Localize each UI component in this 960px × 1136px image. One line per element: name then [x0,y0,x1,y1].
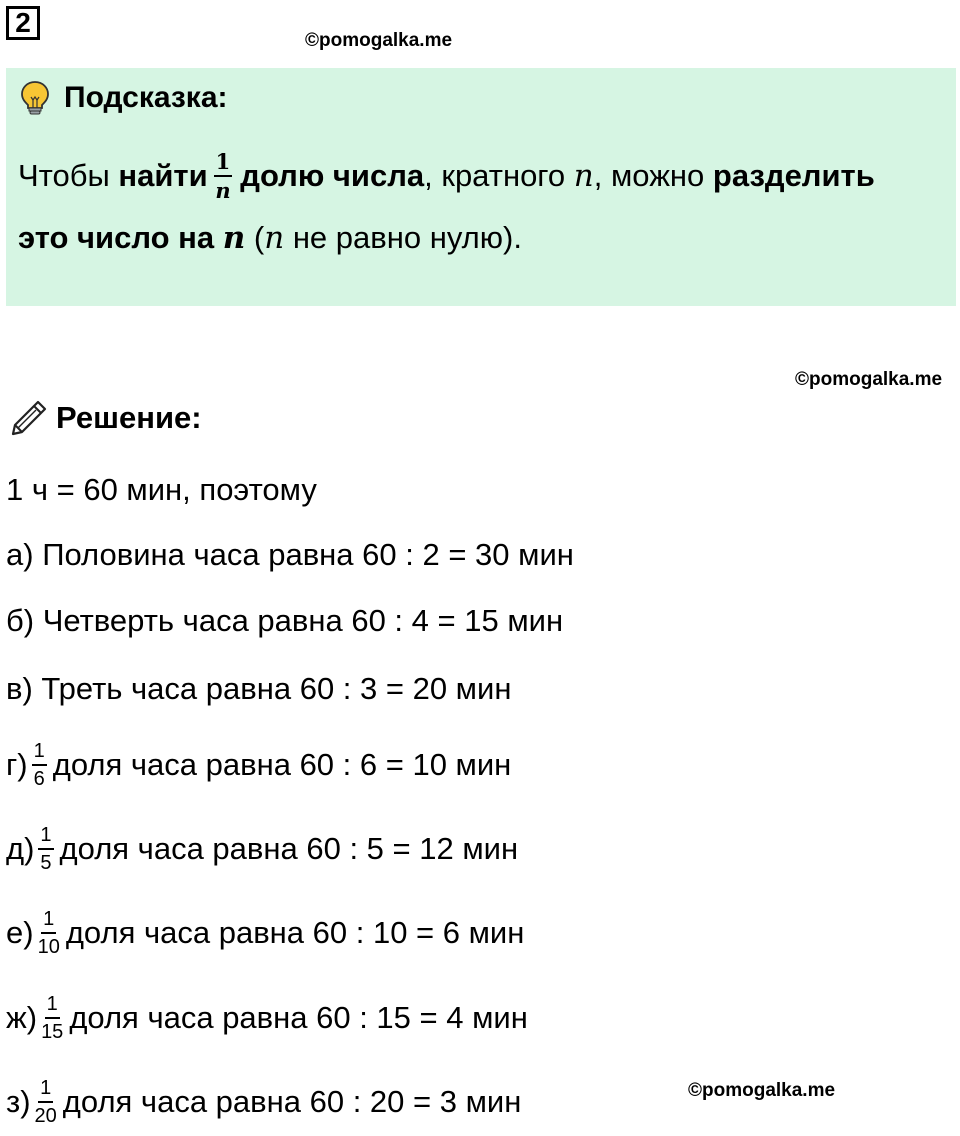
solution-intro: 1 ч = 60 мин, поэтому [6,472,317,507]
lightbulb-icon [20,80,50,116]
item-text: доля часа равна 60 : 10 = 6 мин [65,915,525,950]
watermark: ©pomogalka.me [795,369,943,390]
hint-bold-text: разделить [712,158,875,193]
solution-title: Решение: [56,400,202,435]
hint-text: не равно нулю). [284,220,522,255]
math-variable: n [264,220,285,256]
solution-item-z [6,1071,521,1133]
solution-item-b [6,599,563,643]
hint-bold-text: долю числа [240,158,425,193]
hint-box [6,68,956,306]
item-label: г) [6,747,28,782]
watermark: ©pomogalka.me [688,1080,836,1101]
fraction-denominator: 10 [37,936,60,958]
item-label: б) [6,603,35,638]
item-text: Половина часа равна 60 : 2 = 30 мин [42,537,574,572]
solution-item-e [6,902,524,964]
item-label: з) [6,1084,31,1119]
fraction-denominator: 6 [33,768,45,790]
item-text: доля часа равна 60 : 15 = 4 мин [69,1000,528,1035]
watermark: ©pomogalka.me [305,30,453,51]
fraction-numerator: 1 [214,151,233,177]
fraction-denominator: n [215,178,231,203]
math-variable: n [222,220,246,256]
hint-line-1 [18,146,875,206]
hint-text: ( [245,220,265,255]
fraction [35,1078,57,1126]
item-label: а) [6,537,34,572]
fraction-denominator: 15 [41,1021,64,1043]
hint-title: Подсказка: [64,81,228,114]
pencil-icon [8,397,50,439]
item-label: е) [6,915,34,950]
fraction-numerator: 1 [45,994,60,1019]
fraction-denominator: 20 [34,1105,57,1127]
fraction [32,741,47,789]
hint-text: , можно [593,158,713,193]
fraction [38,909,60,957]
math-variable: n [573,158,594,194]
task-number: 2 [6,6,40,40]
solution-item-v [6,667,511,711]
fraction [38,825,53,873]
fraction-denominator: 5 [40,852,52,874]
solution-item-d [6,818,518,880]
item-text: доля часа равна 60 : 20 = 3 мин [62,1084,522,1119]
fraction-numerator: 1 [38,1078,53,1103]
solution-item-a [6,533,574,577]
hint-heading [20,80,228,116]
fraction-numerator: 1 [38,825,53,850]
hint-line-2 [18,216,522,260]
hint-text: Чтобы [18,158,119,193]
item-text: доля часа равна 60 : 5 = 12 мин [59,831,519,866]
fraction [41,994,63,1042]
solution-heading [8,396,202,440]
item-label: д) [6,831,35,866]
item-label: ж) [6,1000,38,1035]
item-text: доля часа равна 60 : 6 = 10 мин [52,747,512,782]
solution-item-g [6,734,511,796]
hint-bold-text: найти [118,158,208,193]
fraction-numerator: 1 [41,909,56,934]
item-text: Треть часа равна 60 : 3 = 20 мин [41,671,512,706]
fraction-1-n [214,151,233,201]
item-label: в) [6,671,33,706]
solution-item-zh [6,987,528,1049]
hint-bold-text: это число на [18,220,223,255]
item-text: Четверть часа равна 60 : 4 = 15 мин [42,603,564,638]
hint-text: , кратного [424,158,574,193]
fraction-numerator: 1 [32,741,47,766]
